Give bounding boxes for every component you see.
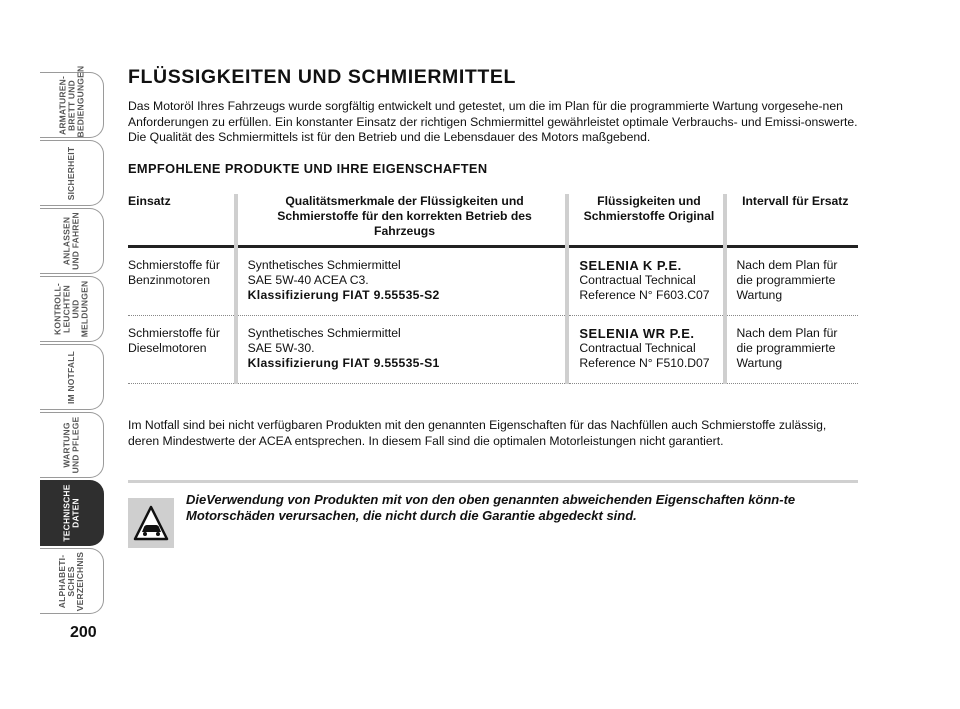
table-row (128, 247, 858, 316)
product-reference: Contractual Technical Reference N° F603.C07 (579, 273, 710, 302)
quality-line: Synthetisches Schmiermittel (247, 326, 401, 340)
warning-text: DieVerwendung von Produkten mit von den oben genannten abweichenden Eigenschaften könn-te Motorschäden verursachen, die nicht durch die Garantie abgedeckt sind. (186, 492, 796, 523)
table-header-row (128, 194, 858, 247)
car-warning-triangle-icon (128, 498, 174, 548)
emergency-note: Im Notfall sind bei nicht verfügbaren Produkten mit den genannten Eigenschaften für das Nachfüllen auch Schmierstoffe zulässig, deren Mindestwerte der ACEA entsprechen. In diesem Fall sind die optimalen Motorleistungen nicht garantiert. (128, 418, 827, 448)
cell-quality (236, 316, 568, 384)
warning-divider (128, 480, 858, 483)
quality-classification: Klassifizierung FIAT 9.55535-S2 (247, 288, 440, 302)
tab-im-notfall[interactable]: IM NOTFALL (40, 344, 104, 410)
tab-anlassen[interactable]: ANLASSEN UND FAHREN (40, 208, 104, 274)
header-use: Einsatz (128, 194, 236, 247)
page-title: FLÜSSIGKEITEN UND SCHMIERMITTEL (128, 66, 517, 88)
tab-wartung[interactable]: WARTUNG UND PFLEGE (40, 412, 104, 478)
tab-kontrollleuchten[interactable]: KONTROLL- LEUCHTEN UND MELDUNGEN (40, 276, 104, 342)
page-content (128, 66, 858, 523)
cell-interval: Nach dem Plan für die programmierte Wartung (725, 316, 859, 384)
product-reference: Contractual Technical Reference N° F510.D07 (579, 341, 710, 370)
cell-original (567, 316, 724, 384)
cell-quality (236, 247, 568, 316)
quality-line: SAE 5W-40 ACEA C3. (247, 273, 369, 287)
cell-interval: Nach dem Plan für die programmierte Wartung (725, 247, 859, 316)
tab-technische-daten[interactable]: TECHNISCHE DATEN (40, 480, 104, 546)
intro-paragraph: Das Motoröl Ihres Fahrzeugs wurde sorgfältig entwickelt und getestet, um die im Plan für die programmierte Wartung vorgesehe-nen Anforderungen zu erfüllen. Ein konstanter Einsatz der richtigen Schmiermittel gewährleistet optimale Verbrauchs- und Emissi-onswerte. Die Qualität des Schmiermittels ist für den Betrieb und die Lebensdauer des Motors maßgebend. (128, 99, 858, 144)
table-row (128, 316, 858, 384)
product-name: SELENIA WR P.E. (579, 326, 695, 341)
cell-original (567, 247, 724, 316)
header-original: Flüssigkeiten und Schmierstoffe Original (567, 194, 724, 247)
section-heading: EMPFOHLENE PRODUKTE UND IHRE EIGENSCHAFTEN (128, 160, 488, 176)
tab-verzeichnis[interactable]: ALPHABETI- SCHES VERZEICHNIS (40, 548, 104, 614)
page-number: 200 (70, 624, 97, 641)
product-name: SELENIA K P.E. (579, 258, 682, 273)
tab-sicherheit[interactable]: SICHERHEIT (40, 140, 104, 206)
quality-classification: Klassifizierung FIAT 9.55535-S1 (247, 356, 440, 370)
quality-line: Synthetisches Schmiermittel (247, 258, 401, 272)
tab-armaturenbrett[interactable]: ARMATUREN- BRETT UND BEDIENGUNGEN (40, 72, 104, 138)
header-interval: Intervall für Ersatz (725, 194, 859, 247)
header-quality: Qualitätsmerkmale der Flüssigkeiten und Schmierstoffe für den korrekten Betrieb des Fahrzeugs (236, 194, 568, 247)
quality-line: SAE 5W-30. (247, 341, 315, 355)
cell-use: Schmierstoffe für Benzinmotoren (128, 247, 236, 316)
cell-use: Schmierstoffe für Dieselmotoren (128, 316, 236, 384)
lubricants-table (128, 194, 858, 384)
